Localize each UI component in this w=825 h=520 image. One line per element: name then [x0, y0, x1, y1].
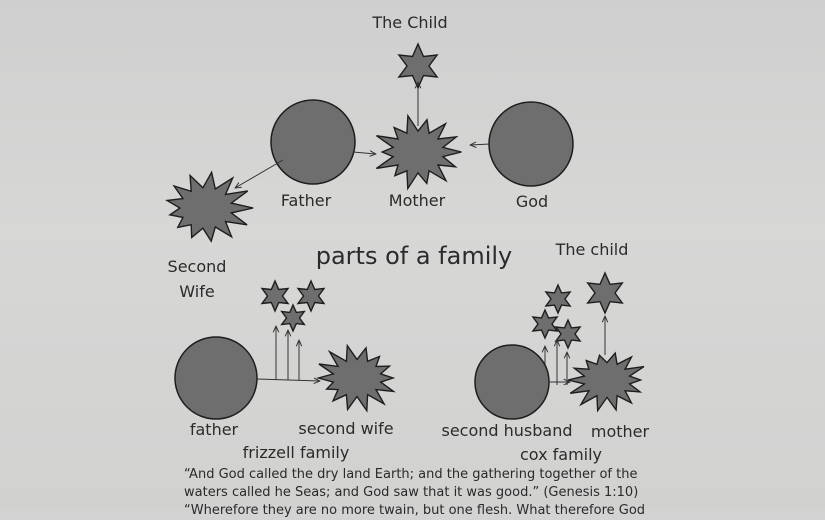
- frizzell-father-circle: [175, 337, 257, 419]
- second-wife-label-top-2: Wife: [179, 282, 215, 301]
- mother-label-top: Mother: [388, 191, 446, 210]
- child-star-shape: [399, 44, 437, 88]
- god-label-top: God: [515, 192, 549, 211]
- cox-child-star-1: [546, 285, 570, 313]
- second-wife-burst-top: [167, 172, 253, 241]
- mother-burst: [376, 116, 461, 189]
- father-label-top: Father: [280, 191, 332, 210]
- cox-family-label: cox family: [519, 445, 603, 464]
- cox-second-husband-circle: [475, 345, 549, 419]
- frizzell-child-star-3: [282, 305, 305, 331]
- child-label-top: The Child: [372, 13, 448, 32]
- frizzell-wife-burst-shape: [319, 346, 394, 411]
- cox-mother-label: mother: [590, 422, 650, 441]
- quote-line-3: “Wherefore they are no more twain, but one flesh. What therefore God: [184, 503, 646, 518]
- god-circle: [489, 102, 573, 186]
- diagram-title: parts of a family: [315, 242, 513, 270]
- bible-quote: [184, 466, 654, 520]
- frizzell-second-wife-burst: [319, 346, 394, 411]
- frizzell-child-star-1: [262, 281, 288, 311]
- cox-mother-burst-shape: [568, 353, 644, 411]
- frizzell-family-label: frizzell family: [242, 443, 350, 462]
- mother-burst-shape: [376, 116, 461, 189]
- cox-child-label: The child: [555, 240, 629, 259]
- cox-second-husband-label: second husband: [441, 421, 573, 440]
- second-wife-label-top-1: Second: [167, 257, 227, 276]
- cox-child-star-3: [556, 320, 580, 348]
- cox-mother-burst: [568, 353, 644, 411]
- quote-line-1: “And God called the dry land Earth; and the gathering together of the: [184, 467, 638, 482]
- frizzell-father-label: father: [189, 420, 239, 439]
- cox-child-star-main: [588, 273, 623, 313]
- father-circle: [271, 100, 355, 184]
- cox-child-star-2: [533, 310, 557, 338]
- children-stars-cox: [533, 273, 622, 348]
- father-mother-arrow: [353, 152, 376, 154]
- father-secondwife-arrow: [235, 160, 283, 188]
- children-stars-frizzell: [262, 281, 324, 331]
- child-star-top: [399, 44, 437, 88]
- second-wife-burst-shape: [167, 172, 253, 241]
- quote-line-2: waters called he Seas; and God saw that it was good.” (Genesis 1:10): [184, 485, 639, 500]
- frizzell-child-star-2: [298, 281, 324, 311]
- frizzell-second-wife-label: second wife: [298, 419, 394, 438]
- god-mother-arrow: [470, 144, 490, 145]
